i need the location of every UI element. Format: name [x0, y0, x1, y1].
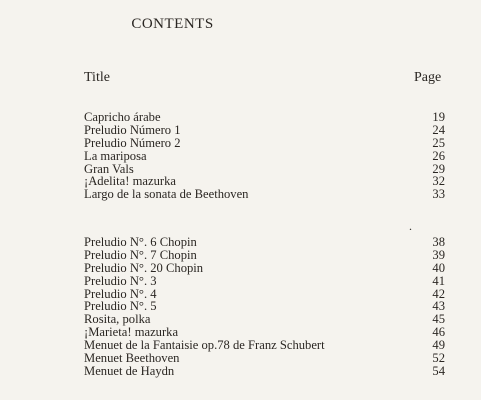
contents-entry	[84, 352, 445, 365]
entry-page: 38	[432, 235, 445, 249]
entry-title: Preludio N°. 20 Chopin	[84, 260, 204, 275]
contents-entry	[84, 249, 445, 262]
page-column-header: Page	[414, 70, 442, 85]
entry-page: 46	[432, 325, 445, 340]
contents-list-group-2	[84, 236, 445, 378]
contents-entry	[84, 137, 445, 150]
page-title: CONTENTS	[131, 16, 214, 32]
entry-page: 40	[432, 260, 445, 275]
contents-entry	[84, 365, 445, 378]
entry-page: 52	[432, 351, 445, 366]
entry-title: ¡Adelita! mazurka	[84, 174, 176, 189]
entry-page: 42	[432, 286, 445, 301]
entry-title: Gran Vals	[84, 161, 134, 176]
entry-title: Menuet de la Fantaisie op.78 de Franz Schubert	[84, 338, 325, 353]
entry-page: 54	[432, 363, 445, 378]
entry-page: 33	[432, 187, 445, 202]
contents-entry	[84, 124, 445, 137]
contents-entry	[84, 236, 445, 249]
entry-page: 49	[432, 338, 445, 353]
entry-page: 25	[432, 135, 445, 150]
entry-page: 19	[432, 110, 445, 124]
contents-list-group-1	[84, 111, 445, 201]
entry-title: Preludio N°. 6 Chopin	[84, 235, 197, 249]
entry-title: Capricho árabe	[84, 110, 161, 124]
contents-entry	[84, 275, 445, 288]
entry-title: Preludio N°. 4	[84, 286, 157, 301]
contents-entry	[84, 262, 445, 275]
entry-title: Preludio N°. 3	[84, 273, 157, 288]
entry-page: 32	[432, 174, 445, 189]
entry-page: 26	[432, 148, 445, 163]
entry-title: Menuet de Haydn	[84, 363, 175, 378]
stray-dot: .	[409, 219, 412, 233]
entry-page: 39	[432, 247, 445, 262]
entry-title: Menuet Beethoven	[84, 351, 180, 366]
entry-page: 24	[432, 122, 445, 137]
entry-page: 41	[432, 273, 445, 288]
contents-entry	[84, 150, 445, 163]
contents-entry	[84, 111, 445, 124]
entry-title: Preludio N°. 7 Chopin	[84, 247, 197, 262]
contents-entry	[84, 188, 445, 201]
entry-title: Rosita, polka	[84, 312, 151, 327]
entry-title: Largo de la sonata de Beethoven	[84, 187, 249, 202]
entry-page: 45	[432, 312, 445, 327]
entry-title: Preludio Número 2	[84, 135, 181, 150]
entry-page: 29	[432, 161, 445, 176]
entry-title: Preludio N°. 5	[84, 299, 157, 314]
title-column-header: Title	[84, 70, 110, 85]
entry-page: 43	[432, 299, 445, 314]
entry-title: ¡Marieta! mazurka	[84, 325, 179, 340]
entry-title: La mariposa	[84, 148, 147, 163]
entry-title: Preludio Número 1	[84, 122, 181, 137]
